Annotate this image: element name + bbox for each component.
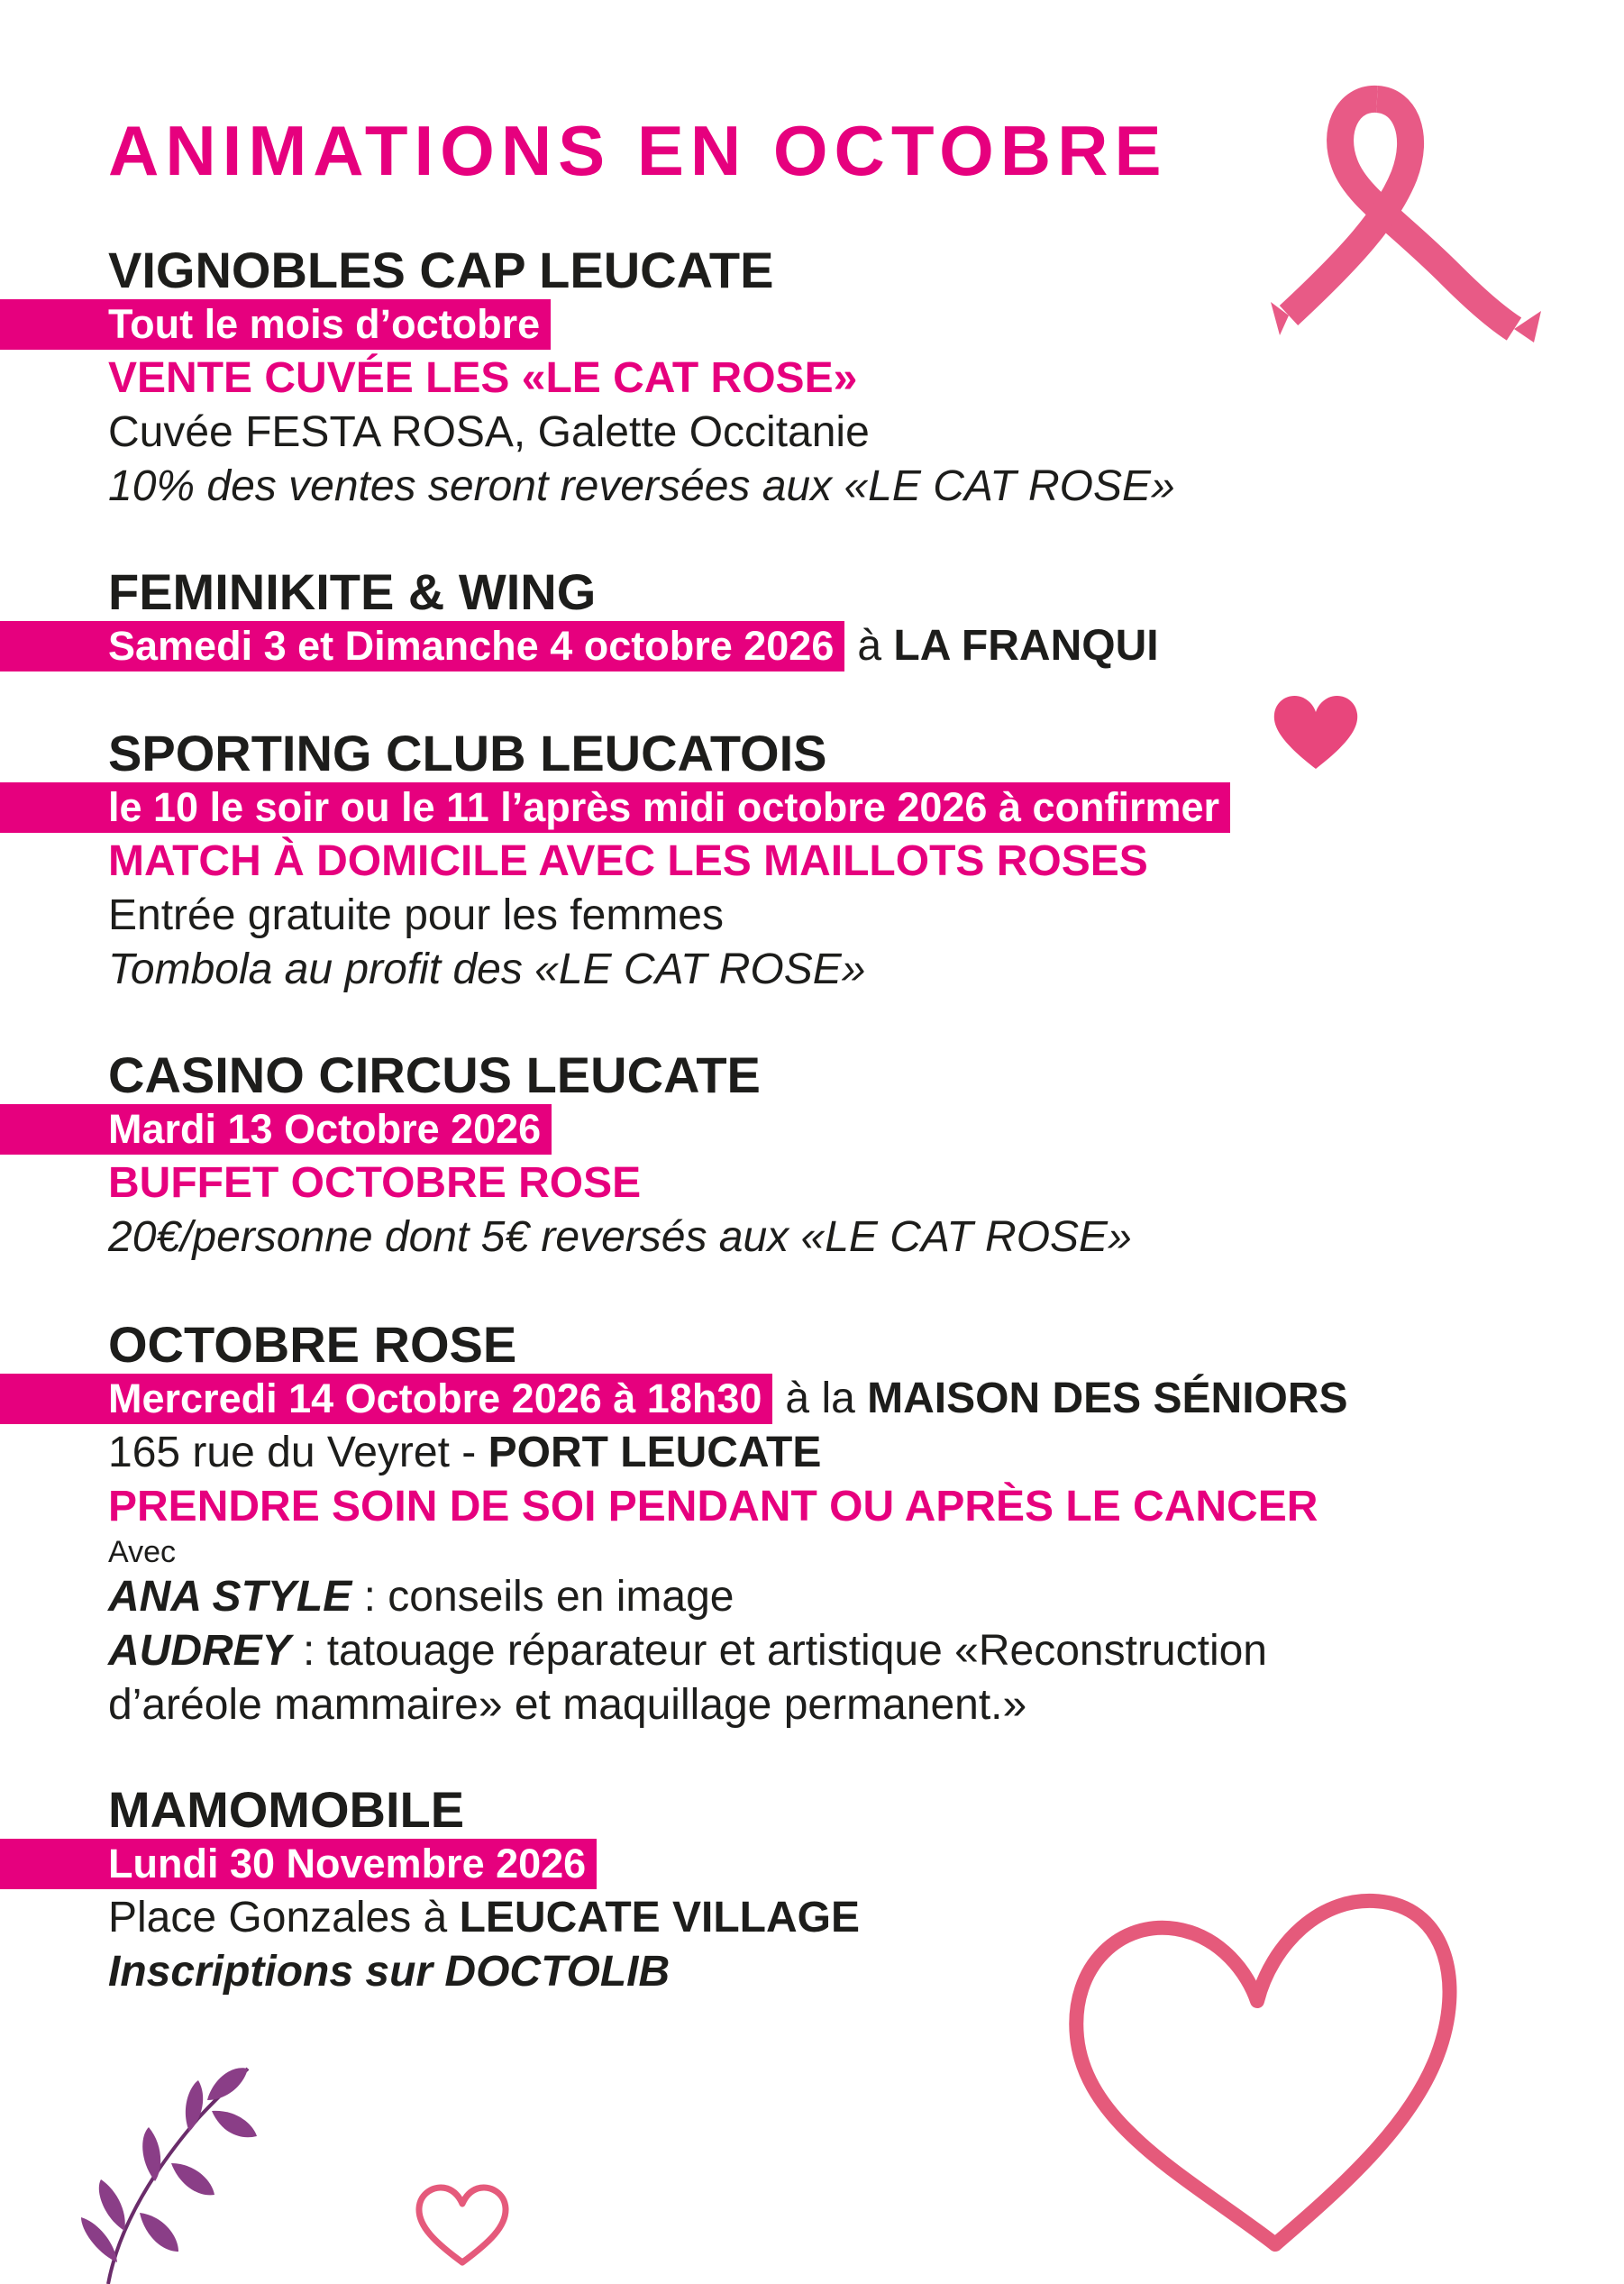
event-date-banner: Tout le mois d’octobre [0,299,551,350]
page-title: ANIMATIONS EN OCTOBRE [108,111,1168,190]
event-date-banner: Mardi 13 Octobre 2026 [0,1104,552,1155]
event-date-banner: Lundi 30 Novembre 2026 [0,1839,597,1889]
small-outline-heart-icon [413,2179,512,2270]
event-date-banner: le 10 le soir ou le 11 l’après midi octobre 2026 à confirmer [0,782,1230,833]
event-details: Entrée gratuite pour les femmes [108,891,724,939]
event-casino [0,1048,1624,1265]
event-date-banner: Samedi 3 et Dimanche 4 octobre 2026 [0,621,844,671]
event-org: FEMINIKITE & WING [108,563,597,620]
event-with-label: Avec [108,1535,176,1569]
event-vignobles [0,243,1624,514]
event-location: à la MAISON DES SÉNIORS [785,1375,1348,1422]
event-org: CASINO CIRCUS LEUCATE [108,1046,761,1103]
event-location: Place Gonzales à LEUCATE VILLAGE [108,1894,861,1941]
event-feminikite [0,565,1624,673]
event-details: Cuvée FESTA ROSA, Galette Occitanie [108,408,870,456]
event-headline: VENTE CUVÉE LES «LE CAT ROSE» [108,354,858,402]
event-org: MAMOMOBILE [108,1781,465,1838]
event-note: Tombola au profit des «LE CAT ROSE» [108,946,866,993]
event-participant-1: ANA STYLE : conseils en image [108,1573,734,1621]
event-address: 165 rue du Veyret - PORT LEUCATE [108,1429,822,1476]
event-org: OCTOBRE ROSE [108,1316,517,1373]
large-outline-heart-icon [1050,1866,1473,2262]
event-sporting-club [0,726,1624,997]
event-headline: BUFFET OCTOBRE ROSE [108,1159,642,1207]
event-note: 10% des ventes seront reversées aux «LE CAT ROSE» [108,462,1175,510]
event-participant-2: AUDREY : tatouage réparateur et artistique «Reconstruction [108,1627,1267,1675]
event-participant-2-cont: d’aréole mammaire» et maquillage permanent.» [108,1681,1027,1729]
event-note: 20€/personne dont 5€ reversés aux «LE CAT ROSE» [108,1213,1132,1261]
event-date-banner: Mercredi 14 Octobre 2026 à 18h30 [0,1374,772,1424]
event-org: SPORTING CLUB LEUCATOIS [108,725,827,781]
event-octobre-rose [0,1318,1624,1732]
event-headline: MATCH À DOMICILE AVEC LES MAILLOTS ROSES [108,837,1148,885]
event-org: VIGNOBLES CAP LEUCATE [108,242,774,298]
event-registration: Inscriptions sur DOCTOLIB [108,1948,671,1996]
leaf-branch-icon [54,2046,261,2284]
event-headline: PRENDRE SOIN DE SOI PENDANT OU APRÈS LE CANCER [108,1483,1318,1530]
event-location: à LA FRANQUI [857,622,1159,670]
